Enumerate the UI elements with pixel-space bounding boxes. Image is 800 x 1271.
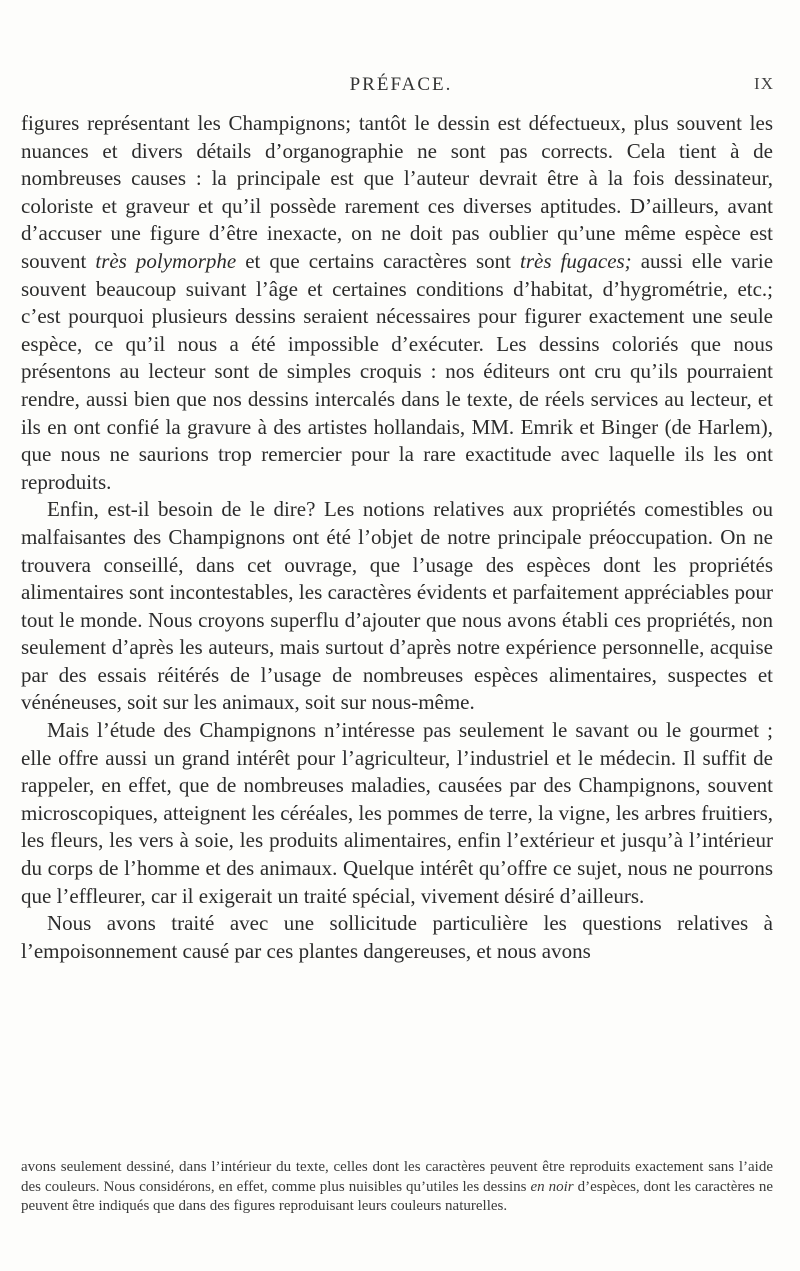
italic-phrase-polymorphe: très polymorphe bbox=[95, 248, 237, 273]
paragraph-1-part-a: figures représentant les Champignons; tantôt le dessin est défectueux, plus souvent les nuances et divers détails d’organographie ne sont pas corrects. Cela tient à de nombreuses causes : la principale est que l’auteur devrait être à la fois dessinateur, coloriste et graveur et qu’il possède rarement ces diverses aptitudes. D’ailleurs, avant d’accuser une figure d’être inexacte, on ne doit pas oublier qu’une même espèce est souvent bbox=[21, 111, 773, 273]
paragraph-3: Mais l’étude des Champignons n’intéresse pas seulement le savant ou le gourmet ; elle offre aussi un grand intérêt pour l’agriculteur, l’industriel et le médecin. Il suffit de rappeler, en effet, que de nombreuses maladies, causées par des Champignons, souvent microscopiques, atteignent les céréales, les pommes de terre, la vigne, les arbres fruitiers, les fleurs, les vers à soie, les produits alimentaires, enfin l’extérieur et jusqu’à l’intérieur du corps de l’homme et des animaux. Quelque intérêt qu’offre ce sujet, nous ne pourrons que l’effleurer, car il exigerait un traité spécial, vivement désiré d’ailleurs. bbox=[21, 718, 773, 908]
paragraph-2: Enfin, est-il besoin de le dire? Les notions relatives aux propriétés comestibles ou malfaisantes des Champignons ont été l’objet de notre principale préoccupation. On ne trouvera conseillé, dans cet ouvrage, que l’usage des espèces dont les propriétés alimentaires sont incontestables, les caractères évidents et parfaitement appréciables pour tout le monde. Nous croyons superflu d’ajouter que nous avons établi ces propriétés, non seulement d’après les auteurs, mais surtout d’après notre expérience personnelle, acquise par des essais réitérés de l’usage de nombreuses espèces alimentaires, suspectes et vénéneuses, soit sur les animaux, soit sur nous-même. bbox=[21, 497, 773, 715]
footnote-part-a: avons seulement dessiné, dans l’intérieur du texte, celles dont les caractères peuvent être reproduits exactement sans l’aide des couleurs. Nous considérons, en effet, comme plus nuisibles qu’utiles les dessins bbox=[21, 1159, 773, 1195]
paragraph-1 bbox=[21, 110, 773, 496]
body-text bbox=[21, 110, 773, 965]
running-head bbox=[22, 74, 780, 102]
paragraph-4: Nous avons traité avec une sollicitude particulière les questions relatives à l’empoisonnement causé par ces plantes dangereuses, et nous avons bbox=[21, 911, 773, 963]
footnote-italic-en-noir: en noir bbox=[530, 1178, 574, 1195]
paragraph-1-part-b: et que certains caractères sont bbox=[236, 248, 521, 273]
footnote-part-b: d’espèces, dont les caractères ne peuvent être indiqués que dans des figures reproduisant leurs couleurs naturelles. bbox=[21, 1178, 773, 1214]
paragraph-1-part-c: aussi elle varie souvent beaucoup suivant l’âge et certaines conditions d’habitat, d’hygrométrie, etc.; c’est pourquoi plusieurs dessins seraient nécessaires pour figurer exactement une seule espèce, ce qu’il nous a été impossible d’exécuter. Les dessins coloriés que nous présentons au lecteur sont de simples croquis : nos éditeurs ont cru qu’ils pourraient rendre, aussi bien que nos dessins intercalés dans le texte, de réels services au lecteur, et ils en ont confié la gravure à des artistes hollandais, MM. Emrik et Binger (de Harlem), que nous ne saurions trop remercier pour la rare exactitude avec laquelle ils les ont reproduits. bbox=[21, 248, 774, 494]
page-number: IX bbox=[754, 74, 774, 93]
italic-phrase-fugaces: très fugaces; bbox=[520, 248, 632, 273]
running-title: PRÉFACE. bbox=[349, 74, 453, 95]
footnote bbox=[21, 1158, 773, 1217]
